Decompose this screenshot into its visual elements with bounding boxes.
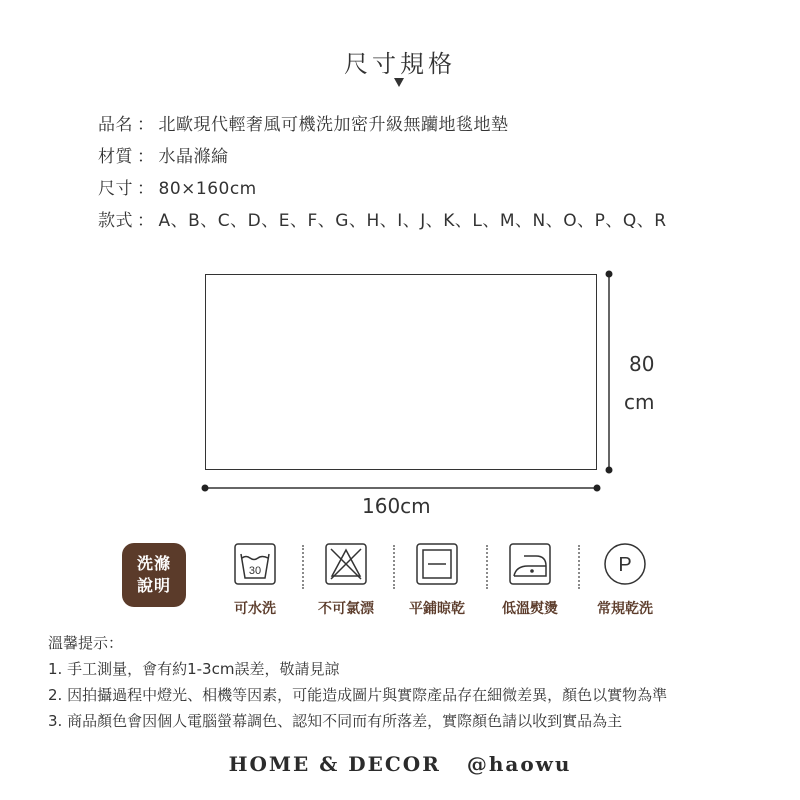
wash-30-icon [231, 540, 279, 588]
spec-key: 材質 [98, 147, 133, 167]
care-item-iron [487, 540, 573, 618]
dry-clean-letter: P [618, 554, 632, 576]
note-item: 1. 手工測量，會有約1-3cm誤差，敬請見諒 [48, 660, 340, 678]
width-end-dot [202, 485, 209, 492]
footer [0, 752, 800, 776]
badge-line: 洗滌 [136, 554, 171, 573]
care-divider [578, 545, 580, 589]
iron-low-icon [506, 540, 554, 588]
brand-name: HOME & DECOR [228, 752, 441, 776]
spec-value: 水晶滌綸 [158, 147, 229, 167]
width-end-dot [594, 485, 601, 492]
care-label: 可水洗 [234, 601, 276, 617]
care-item-no-bleach [303, 540, 389, 618]
care-label: 平鋪晾乾 [409, 601, 465, 617]
care-item-dry-clean [582, 540, 668, 618]
height-end-dot [606, 271, 613, 278]
height-unit: cm [624, 390, 655, 414]
wash-temp: 30 [248, 565, 262, 577]
spec-sep: ： [137, 211, 155, 231]
spec-value: 北歐現代輕奢風可機洗加密升級無躪地毯地墊 [158, 115, 509, 135]
page-title: 尺寸規格 [344, 50, 456, 78]
care-instructions-badge [122, 543, 186, 607]
spec-key: 尺寸 [98, 179, 133, 199]
spec-sep: ： [137, 179, 155, 199]
care-item-dry-flat [394, 540, 480, 618]
brand-handle: @haowu [466, 752, 572, 776]
width-label: 160cm [362, 494, 431, 518]
note-item: 3. 商品顏色會因個人電腦螢幕調色、認知不同而有所落差，實際顏色請以收到實品為主 [48, 712, 623, 730]
note-item: 2. 因拍攝過程中燈光、相機等因素，可能造成圖片與實際產品存在細微差異，顏色以實物為準 [48, 686, 668, 704]
dry-clean-p-icon [601, 540, 649, 588]
badge-line: 說明 [136, 576, 171, 595]
height-value: 80 [629, 352, 655, 376]
care-label: 不可氯漂 [318, 601, 374, 617]
care-item-wash [212, 540, 298, 618]
dry-flat-icon [413, 540, 461, 588]
care-label: 常規乾洗 [597, 601, 653, 617]
height-end-dot [606, 467, 613, 474]
spec-value: 80×160cm [158, 179, 257, 199]
notes-title: 溫馨提示： [48, 634, 124, 652]
spec-value: A、B、C、D、E、F、G、H、I、J、K、L、M、N、O、P、Q、R [158, 211, 667, 231]
spec-key: 品名 [98, 115, 133, 135]
care-label: 低溫熨燙 [502, 601, 558, 617]
spec-sep: ： [137, 147, 155, 167]
no-bleach-icon [322, 540, 370, 588]
spec-key: 款式 [98, 211, 133, 231]
spec-sep: ： [137, 115, 155, 135]
